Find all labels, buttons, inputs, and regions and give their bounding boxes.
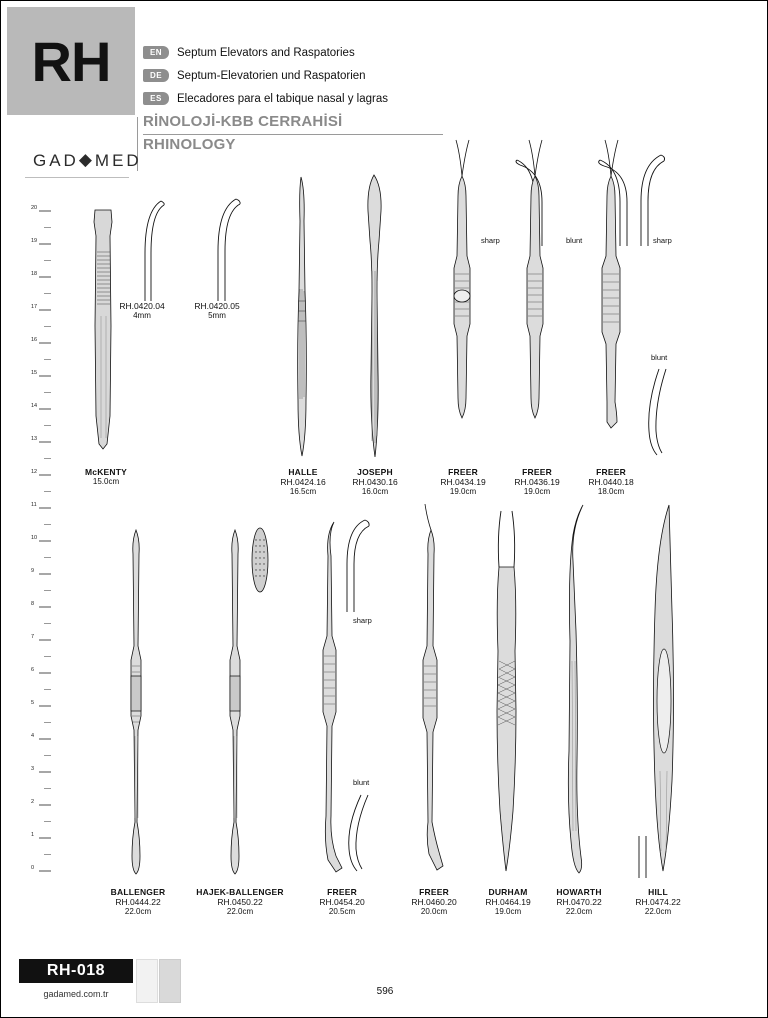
section-title-en: RHINOLOGY <box>143 136 236 153</box>
tip-variant-size-0: 4mm <box>133 311 151 320</box>
caption-size-freer-1: 19.0cm <box>449 487 477 496</box>
ruler-label-11: 11 <box>31 502 37 508</box>
tipnote-freer-3-sharp: sharp <box>653 236 672 245</box>
page-footer <box>1 945 768 1017</box>
diamond-icon: ◆ <box>78 150 95 169</box>
caption-size-ballenger: 22.0cm <box>124 907 152 916</box>
tip-freer-row2-sharp <box>337 516 385 616</box>
caption-code-freer-4: RH.0454.20 <box>319 897 365 907</box>
ruler-label-19: 19 <box>31 238 38 244</box>
footer-code-badge: RH-018 <box>19 959 133 983</box>
ruler-label-6: 6 <box>31 667 35 673</box>
caption-code-howarth: RH.0470.22 <box>556 897 602 907</box>
instrument-joseph <box>356 171 392 461</box>
ruler-label-0: 0 <box>31 865 35 871</box>
tip-variant-0420-04 <box>131 193 173 303</box>
lang-text-en: Septum Elevators and Raspatories <box>177 46 355 59</box>
page-header <box>1 1 768 170</box>
caption-code-hill: RH.0474.22 <box>635 897 681 907</box>
caption-joseph <box>333 467 417 496</box>
chapter-code-badge <box>7 7 135 115</box>
instrument-freer-3 <box>595 136 635 456</box>
ruler-label-1: 1 <box>31 832 35 838</box>
lang-tag-es: ES <box>143 92 169 105</box>
instrument-halle <box>286 171 318 461</box>
ruler-label-13: 13 <box>31 436 38 442</box>
ruler-label-15: 15 <box>31 370 38 376</box>
language-row-de <box>143 66 388 85</box>
section-rule <box>143 134 443 135</box>
brand-logo <box>33 151 142 171</box>
caption-freer-3 <box>569 467 653 496</box>
tip-variant-0420-05 <box>206 193 248 303</box>
instrument-freer-2 <box>519 136 555 456</box>
caption-code-joseph: RH.0430.16 <box>352 477 398 487</box>
tip-freer-3-sharp <box>633 151 683 251</box>
caption-name-durham: DURHAM <box>488 887 528 897</box>
ruler-label-4: 4 <box>31 733 35 739</box>
detail-hajek-rasp-head <box>246 526 274 596</box>
caption-name-halle: HALLE <box>288 467 318 477</box>
lang-text-de: Septum-Elevatorien und Raspatorien <box>177 69 366 82</box>
caption-hajek-ballenger <box>181 887 299 916</box>
caption-size-freer-3: 18.0cm <box>597 487 625 496</box>
tip-variant-size-1: 5mm <box>208 311 226 320</box>
instrument-plate <box>1 171 768 931</box>
instrument-howarth <box>559 501 599 876</box>
language-row-es <box>143 89 388 108</box>
caption-code-durham: RH.0464.19 <box>485 897 531 907</box>
ruler-label-20: 20 <box>31 205 38 211</box>
caption-size-freer-5: 20.0cm <box>420 907 448 916</box>
caption-name-mckenty: McKENTY <box>84 467 128 477</box>
instrument-freer-1 <box>446 136 482 456</box>
caption-code-halle: RH.0424.16 <box>280 477 326 487</box>
tip-freer-3-blunt <box>637 369 685 459</box>
tipnote-freer-2: blunt <box>566 236 583 245</box>
lang-tag-en: EN <box>143 46 169 59</box>
instrument-ballenger <box>118 526 154 876</box>
caption-code-freer-3: RH.0440.18 <box>588 477 634 487</box>
caption-code-freer-5: RH.0460.20 <box>411 897 457 907</box>
caption-code-hajek-ballenger: RH.0450.22 <box>217 897 263 907</box>
caption-size-hajek-ballenger: 22.0cm <box>226 907 254 916</box>
caption-name-freer-4: FREER <box>327 887 357 897</box>
brand-text-right: MED <box>94 151 142 170</box>
tip-variant-caption-0 <box>107 301 177 320</box>
ruler-label-14: 14 <box>31 403 38 409</box>
tipnote-freer-row2-sharp: sharp <box>353 616 372 625</box>
ruler-label-7: 7 <box>31 634 35 640</box>
instrument-mckenty <box>81 206 127 456</box>
caption-freer-2 <box>495 467 579 496</box>
lang-text-es: Elecadores para el tabique nasal y lagras <box>177 92 388 105</box>
language-list <box>143 43 388 112</box>
caption-ballenger <box>93 887 183 916</box>
chapter-code-text: RH <box>31 29 111 93</box>
lang-tag-de: DE <box>143 69 169 82</box>
ruler-label-18: 18 <box>31 271 38 277</box>
tipnote-freer-1: sharp <box>481 236 500 245</box>
ruler-label-12: 12 <box>31 469 38 475</box>
caption-name-hajek-ballenger: HAJEK-BALLENGER <box>196 887 284 897</box>
instrument-hill <box>639 501 687 876</box>
caption-name-freer-3: FREER <box>596 467 626 477</box>
section-title-tr: RİNOLOJİ-KBB CERRAHİSİ <box>143 113 343 130</box>
tipnote-freer-row2-blunt: blunt <box>353 778 370 787</box>
caption-size-mckenty: 15.0cm <box>92 477 120 486</box>
caption-name-hill: HILL <box>648 887 668 897</box>
ruler-label-8: 8 <box>31 601 35 607</box>
caption-size-freer-4: 20.5cm <box>328 907 356 916</box>
ruler-label-2: 2 <box>31 799 35 805</box>
caption-name-freer-5: FREER <box>419 887 449 897</box>
caption-freer-1 <box>421 467 505 496</box>
caption-size-hill: 22.0cm <box>644 907 672 916</box>
caption-mckenty <box>66 467 146 486</box>
language-row-en <box>143 43 388 62</box>
caption-code-freer-1: RH.0434.19 <box>440 477 486 487</box>
tip-freer-row2-blunt <box>337 793 385 873</box>
page-number: 596 <box>376 986 394 997</box>
ruler-label-16: 16 <box>31 337 38 343</box>
brand-text-left: GAD <box>33 151 79 170</box>
caption-size-joseph: 16.0cm <box>361 487 389 496</box>
caption-name-freer-1: FREER <box>448 467 478 477</box>
caption-size-durham: 19.0cm <box>494 907 522 916</box>
instrument-durham <box>488 511 528 876</box>
caption-size-halle: 16.5cm <box>289 487 317 496</box>
ruler-label-3: 3 <box>31 766 35 772</box>
ruler-label-5: 5 <box>31 700 35 706</box>
ruler-label-10: 10 <box>31 535 38 541</box>
ruler-label-17: 17 <box>31 304 38 310</box>
caption-freer-4 <box>297 887 387 916</box>
ruler-label-9: 9 <box>31 568 35 574</box>
caption-howarth <box>534 887 624 916</box>
tipnote-freer-3-blunt: blunt <box>651 353 668 362</box>
detail-hill-tip <box>633 836 655 881</box>
caption-name-joseph: JOSEPH <box>357 467 393 477</box>
caption-size-howarth: 22.0cm <box>565 907 593 916</box>
tip-variant-code-1: RH.0420.05 <box>194 301 240 311</box>
caption-name-ballenger: BALLENGER <box>110 887 166 897</box>
caption-code-freer-2: RH.0436.19 <box>514 477 560 487</box>
caption-code-ballenger: RH.0444.22 <box>115 897 161 907</box>
caption-name-freer-2: FREER <box>522 467 552 477</box>
tip-variant-caption-1 <box>182 301 252 320</box>
section-titles <box>143 113 342 153</box>
caption-size-freer-2: 19.0cm <box>523 487 551 496</box>
instrument-freer-5 <box>413 526 449 876</box>
caption-name-howarth: HOWARTH <box>556 887 602 897</box>
tip-variant-code-0: RH.0420.04 <box>119 301 165 311</box>
caption-hill <box>613 887 703 916</box>
footer-url[interactable]: gadamed.com.tr <box>43 989 109 999</box>
